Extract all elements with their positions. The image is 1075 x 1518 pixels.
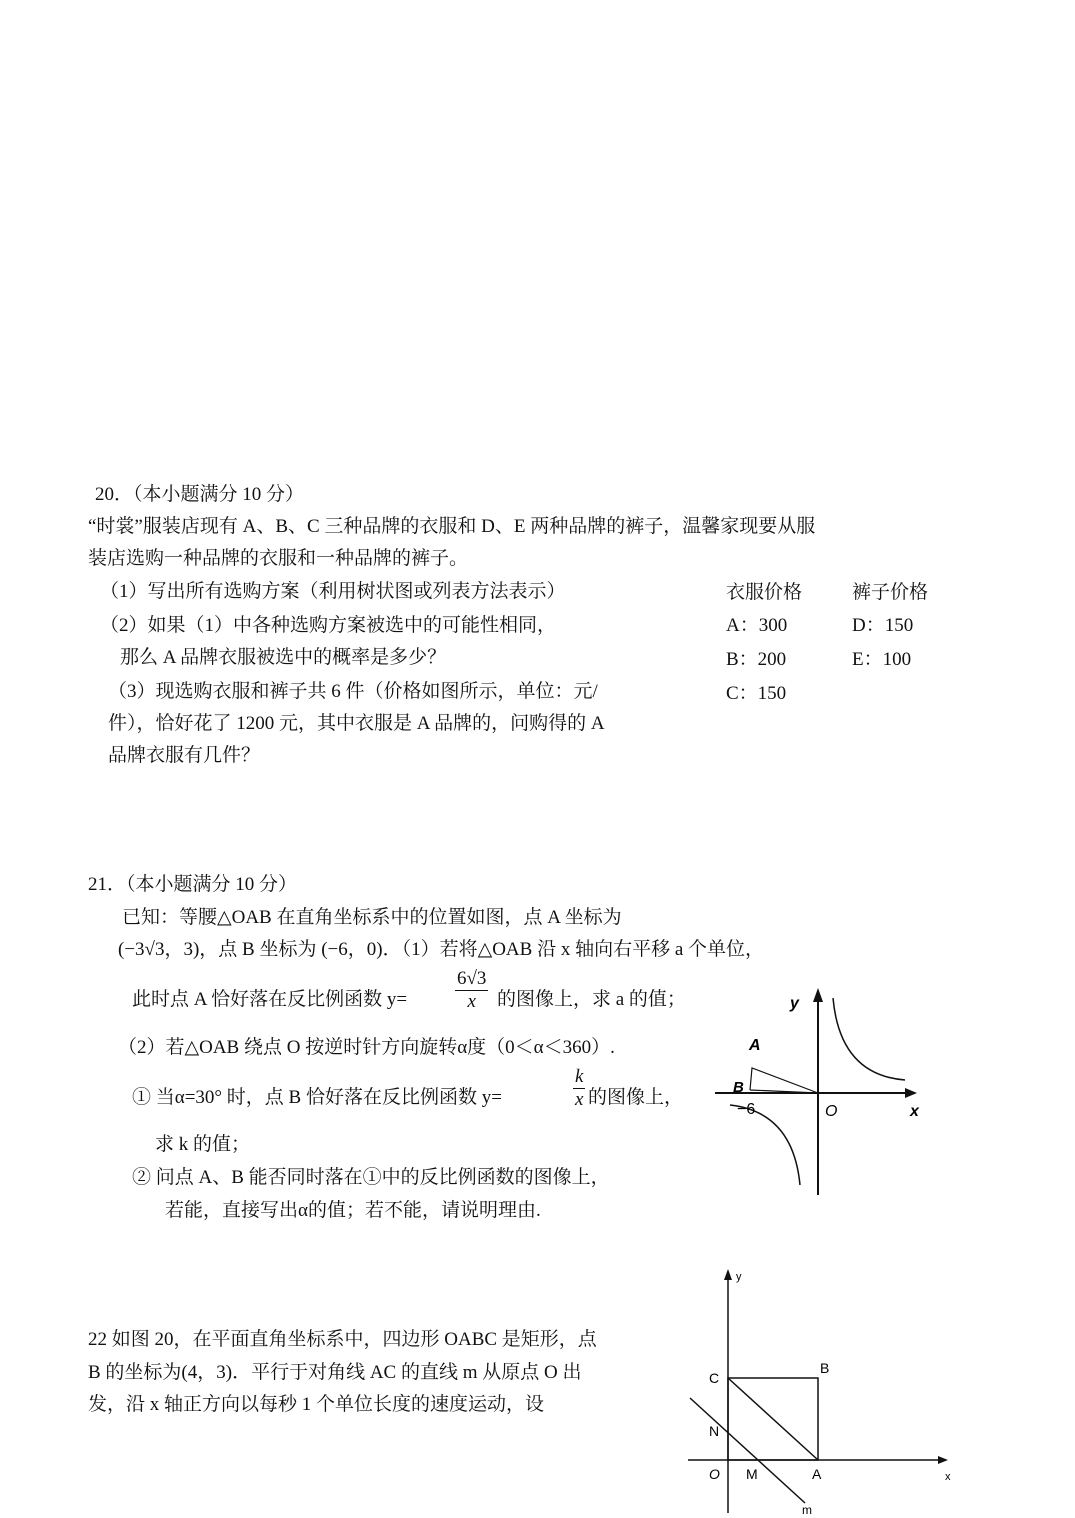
axis-label-y: y — [736, 1271, 742, 1283]
table-cell: B：200 — [726, 649, 787, 670]
axis-label-x: x — [910, 1103, 919, 1120]
table-cell: A：300 — [726, 615, 788, 636]
q21-text: 若能，直接写出α的值；若不能，请说明理由. — [165, 1200, 541, 1221]
q21-text: (−3√3，3)，点 B 坐标为 (−6，0)．（1）若将△OAB 沿 x 轴向右平移 a 个单位， — [118, 939, 765, 960]
q20-text: 装店选购一种品牌的衣服和一种品牌的裤子。 — [88, 548, 469, 569]
q21-text: ① 当α=30° 时，点 B 恰好落在反比例函数 y= — [132, 1087, 502, 1108]
q20-part2: （2）如果（1）中各种选购方案被选中的可能性相同， — [100, 615, 557, 636]
axis-label-y: y — [790, 995, 799, 1012]
table-header: 衣服价格 — [726, 582, 803, 603]
origin-label: O — [709, 1466, 720, 1482]
fraction-denominator: x — [467, 991, 476, 1012]
table-cell: C：150 — [726, 683, 787, 704]
q20-part3: 件），恰好花了 1200 元，其中衣服是 A 品牌的，问购得的 A — [108, 713, 605, 734]
q21-text: 的图像上， — [588, 1087, 684, 1108]
q21-text: （2）若△OAB 绕点 O 按逆时针方向旋转α度（0＜α＜360）. — [118, 1037, 615, 1058]
q21-text: ② 问点 A、B 能否同时落在①中的反比例函数的图像上， — [132, 1167, 610, 1188]
q20-heading: 20．（本小题满分 10 分） — [95, 484, 305, 505]
q22-text: 发，沿 x 轴正方向以每秒 1 个单位长度的速度运动，设 — [88, 1394, 545, 1415]
q22-text: B 的坐标为(4，3)．平行于对角线 AC 的直线 m 从原点 O 出 — [88, 1362, 582, 1383]
q20-part3: （3）现选购衣服和裤子共 6 件（价格如图所示，单位：元/ — [108, 681, 598, 702]
q20-part2: 那么 A 品牌衣服被选中的概率是多少？ — [120, 647, 447, 668]
hyperbola-figure — [705, 980, 935, 1200]
origin-label: O — [825, 1103, 838, 1120]
q21-text: 求 k 的值； — [155, 1134, 251, 1155]
point-label-a: A — [812, 1466, 822, 1482]
point-label-b: B — [820, 1360, 830, 1376]
line-label-m: m — [802, 1503, 812, 1517]
q21-text: 已知：等腰△OAB 在直角坐标系中的位置如图，点 A 坐标为 — [122, 907, 622, 928]
q20-part1: （1）写出所有选购方案（利用树状图或列表方法表示） — [100, 581, 566, 602]
fraction — [455, 968, 488, 1013]
axis-label-x: x — [945, 1471, 951, 1483]
point-label-a: A — [749, 1037, 761, 1054]
q22-text: 22 如图 20，在平面直角坐标系中，四边形 OABC 是矩形，点 — [88, 1329, 597, 1350]
fraction-numerator: k — [575, 1066, 584, 1087]
q21-text: 的图像上，求 a 的值； — [497, 989, 686, 1010]
point-label-m: M — [746, 1466, 758, 1482]
rectangle-figure — [680, 1258, 965, 1518]
fraction-numerator: 6√3 — [457, 968, 487, 989]
point-label-b: B — [733, 1079, 744, 1096]
q20-text: “时裳”服装店现有 A、B、C 三种品牌的衣服和 D、E 两种品牌的裤子，温馨家现要从服 — [88, 516, 816, 537]
fraction — [573, 1066, 585, 1111]
table-header: 裤子价格 — [852, 582, 929, 603]
point-label-c: C — [709, 1370, 720, 1386]
table-cell: D：150 — [852, 615, 914, 636]
q20-part3: 品牌衣服有几件？ — [108, 745, 261, 766]
table-cell: E：100 — [852, 649, 912, 670]
tick-label: −6 — [737, 1101, 756, 1118]
q21-text: 此时点 A 恰好落在反比例函数 y= — [132, 989, 408, 1010]
point-label-n: N — [709, 1423, 720, 1439]
q21-heading: 21．（本小题满分 10 分） — [88, 874, 298, 895]
fraction-denominator: x — [575, 1089, 584, 1110]
